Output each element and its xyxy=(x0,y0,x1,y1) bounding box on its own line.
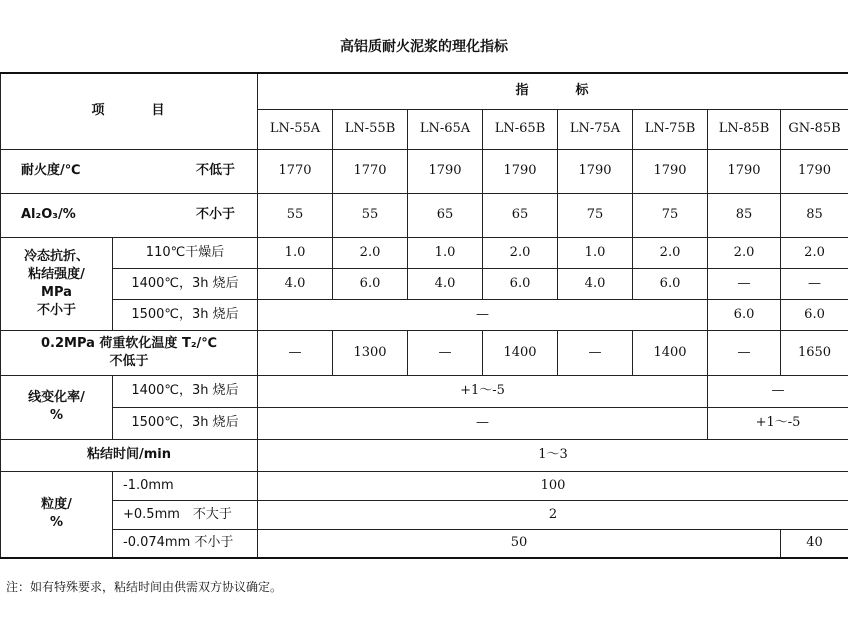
bond-cond: 1500℃，3h 烧后 xyxy=(113,299,258,330)
table-cell: 4.0 xyxy=(408,268,483,299)
particle-cond: +0.5mm 不大于 xyxy=(113,500,258,529)
grade-header: LN-65A xyxy=(408,109,483,149)
table-cell: 2.0 xyxy=(781,237,848,268)
bond-label-line: MPa xyxy=(41,284,72,300)
al2o3-label-cell xyxy=(1,193,258,237)
table-cell: 85 xyxy=(781,193,848,237)
linear-label-line: % xyxy=(49,408,64,423)
bond-cond: 110℃干燥后 xyxy=(113,237,258,268)
header-item: 项 目 xyxy=(1,73,258,149)
row-particle-3 xyxy=(1,529,848,558)
table-cell: 1790 xyxy=(558,149,633,193)
table-cell: 1.0 xyxy=(408,237,483,268)
table-cell: 6.0 xyxy=(333,268,408,299)
table-cell: 6.0 xyxy=(708,299,781,330)
row-refractoriness xyxy=(1,149,848,193)
grade-header: LN-65B xyxy=(483,109,558,149)
grade-header: LN-55B xyxy=(333,109,408,149)
row-al2o3 xyxy=(1,193,848,237)
table-cell: — xyxy=(708,330,781,375)
spec-table xyxy=(0,72,848,559)
linear-cond: 1500℃，3h 烧后 xyxy=(113,407,258,439)
bond-label-line: 不小于 xyxy=(36,302,76,318)
row-softening xyxy=(1,330,848,375)
row-particle-2 xyxy=(1,500,848,529)
al2o3-cond: 不小于 xyxy=(196,207,236,222)
linear-label-line: 线变化率/ xyxy=(28,390,85,405)
table-cell: 1770 xyxy=(333,149,408,193)
bonding-time-label: 粘结时间/min xyxy=(1,439,258,471)
table-cell: 1.0 xyxy=(558,237,633,268)
table-cell: 50 xyxy=(258,529,781,558)
refractoriness-cond: 不低于 xyxy=(196,163,236,178)
table-cell: 75 xyxy=(558,193,633,237)
table-cell: 1790 xyxy=(483,149,558,193)
table-cell: 1790 xyxy=(781,149,848,193)
particle-label-line: 粒度/ xyxy=(41,497,72,513)
grade-header: LN-75A xyxy=(558,109,633,149)
table-cell: 75 xyxy=(633,193,708,237)
table-cell: 6.0 xyxy=(483,268,558,299)
table-cell: 6.0 xyxy=(633,268,708,299)
grade-header: GN-85B xyxy=(781,109,848,149)
softening-label-line1: 0.2MPa 荷重软化温度 T₂/℃ xyxy=(40,335,218,351)
table-cell: 55 xyxy=(333,193,408,237)
row-bond-110 xyxy=(1,237,848,268)
particle-cond: -0.074mm 不小于 xyxy=(113,529,258,558)
table-cell: — xyxy=(708,375,848,407)
footnote: 注：如有特殊要求，粘结时间由供需双方协议确定。 xyxy=(6,580,283,594)
table-title: 高铝质耐火泥浆的理化指标 xyxy=(340,39,508,55)
grade-header: LN-85B xyxy=(708,109,781,149)
table-cell: — xyxy=(258,330,333,375)
table-cell: — xyxy=(408,330,483,375)
refractoriness-label-cell xyxy=(1,149,258,193)
table-cell: 1400 xyxy=(483,330,558,375)
grade-header: LN-75B xyxy=(633,109,708,149)
table-cell: 55 xyxy=(258,193,333,237)
bond-label-line: 粘结强度/ xyxy=(28,266,85,282)
table-cell: 65 xyxy=(483,193,558,237)
linear-change-label xyxy=(1,375,113,439)
table-cell: 4.0 xyxy=(258,268,333,299)
al2o3-label: Al₂O₃/% xyxy=(21,207,76,222)
table-cell: 1300 xyxy=(333,330,408,375)
table-cell: 2.0 xyxy=(633,237,708,268)
table-cell: +1～-5 xyxy=(708,407,848,439)
table-cell: 4.0 xyxy=(558,268,633,299)
header-row-1 xyxy=(1,73,848,109)
softening-label xyxy=(1,330,258,375)
table-cell: 1.0 xyxy=(258,237,333,268)
table-cell: — xyxy=(258,407,708,439)
table-cell: 1790 xyxy=(633,149,708,193)
table-cell: — xyxy=(558,330,633,375)
particle-cond: -1.0mm xyxy=(113,471,258,500)
particle-label-line: % xyxy=(49,515,64,531)
table-cell: 85 xyxy=(708,193,781,237)
table-cell: 2.0 xyxy=(708,237,781,268)
header-index: 指 标 xyxy=(258,73,848,109)
table-cell: 2.0 xyxy=(333,237,408,268)
bond-cond: 1400℃，3h 烧后 xyxy=(113,268,258,299)
row-bonding-time xyxy=(1,439,848,471)
table-cell: 65 xyxy=(408,193,483,237)
grade-header: LN-55A xyxy=(258,109,333,149)
linear-cond: 1400℃，3h 烧后 xyxy=(113,375,258,407)
row-bond-1400 xyxy=(1,268,848,299)
table-cell: +1～-5 xyxy=(258,375,708,407)
table-cell: 1650 xyxy=(781,330,848,375)
table-cell: 1790 xyxy=(408,149,483,193)
row-particle-1 xyxy=(1,471,848,500)
bond-strength-label xyxy=(1,237,113,330)
table-cell: 6.0 xyxy=(781,299,848,330)
bond-label-line: 冷态抗折、 xyxy=(23,248,89,264)
row-bond-1500 xyxy=(1,299,848,330)
table-cell: 40 xyxy=(781,529,848,558)
table-cell: 1400 xyxy=(633,330,708,375)
row-linear-1500 xyxy=(1,407,848,439)
table-cell: 100 xyxy=(258,471,848,500)
table-cell: — xyxy=(781,268,848,299)
table-cell: 1～3 xyxy=(258,439,848,471)
table-cell: 1790 xyxy=(708,149,781,193)
refractoriness-label: 耐火度/℃ xyxy=(21,163,81,178)
table-cell: 1770 xyxy=(258,149,333,193)
particle-size-label xyxy=(1,471,113,558)
table-cell: 2.0 xyxy=(483,237,558,268)
table-cell: 2 xyxy=(258,500,848,529)
table-cell: — xyxy=(708,268,781,299)
row-linear-1400 xyxy=(1,375,848,407)
table-cell: — xyxy=(258,299,708,330)
softening-label-line2: 不低于 xyxy=(109,353,149,369)
